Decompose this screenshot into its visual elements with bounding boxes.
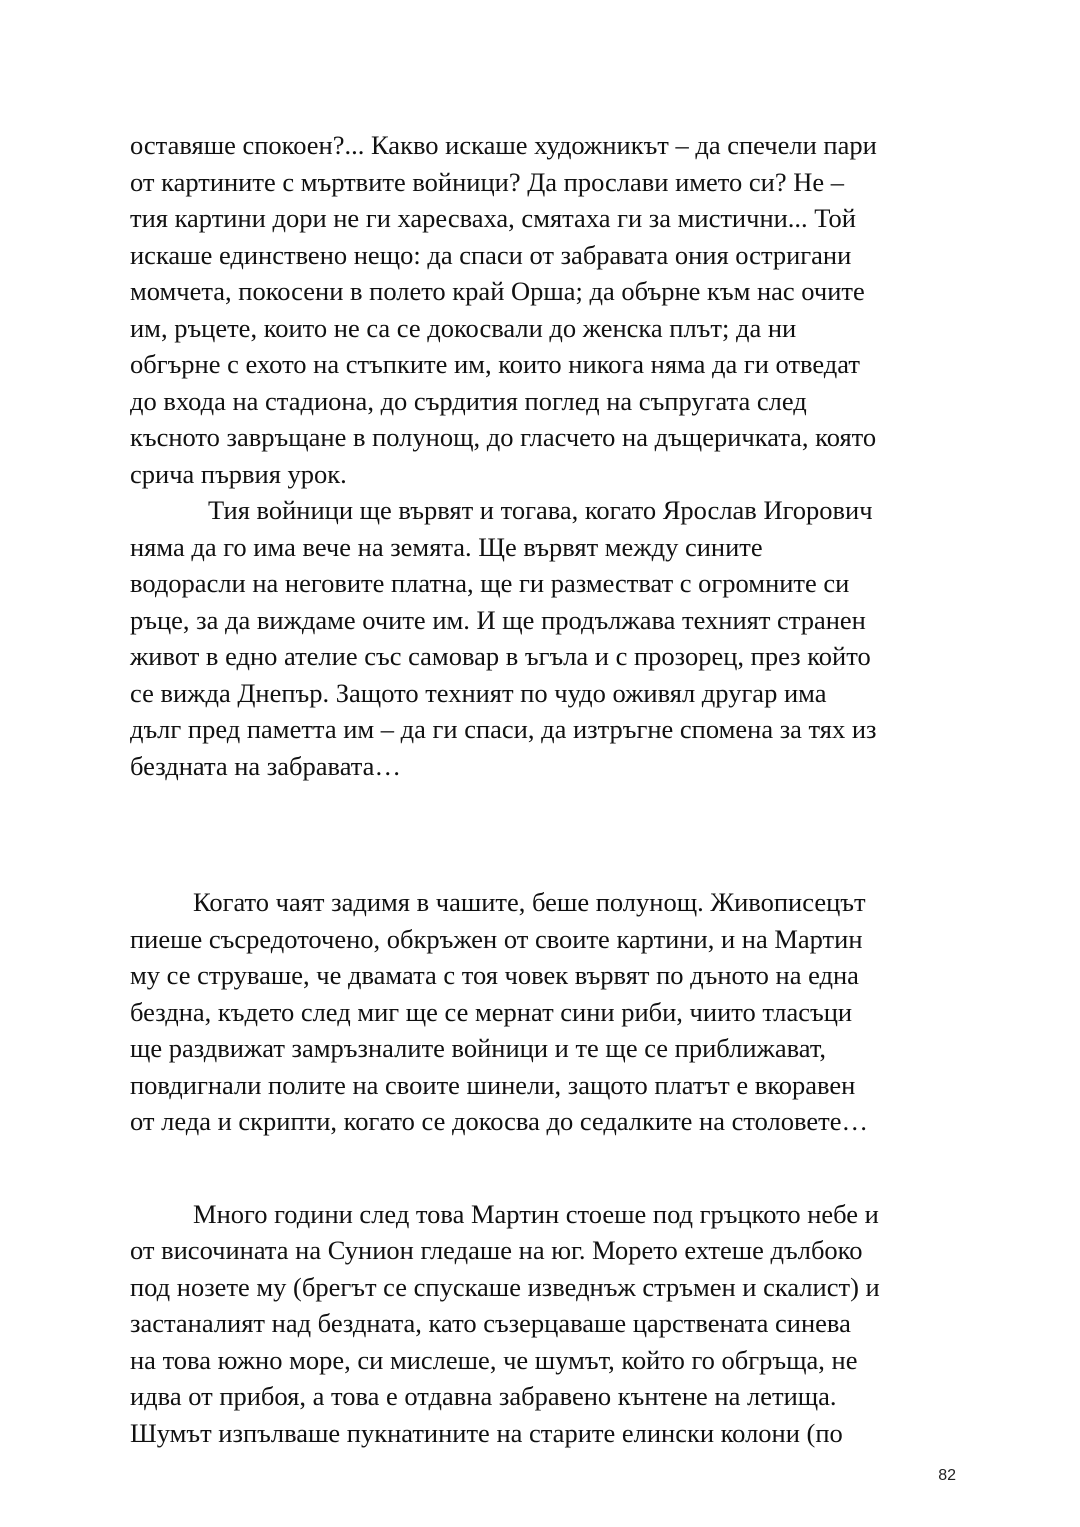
text-line: късното завръщане в полунощ, до гласчето на дъщеричката, която [130, 422, 877, 452]
paragraph-3 [130, 884, 960, 1140]
text-line: идва от прибоя, а това е отдавна забравено кънтене на летища. [130, 1381, 837, 1411]
text-line: от картините с мъртвите войници? Да прослави името си? Не – [130, 166, 845, 197]
text-line: срича първия урок. [130, 458, 347, 489]
section-gap [130, 784, 960, 884]
text-line: повдигнали полите на своите шинели, защото платът е вкоравен [130, 1069, 856, 1100]
text-line: на това южно море, си мислеше, че шумът, който го обгръща, не [130, 1344, 858, 1375]
text-line: живот в едно ателие със самовар в ъгъла и с прозорец, през който [130, 641, 871, 671]
text-line: Много години след това Мартин стоеше под гръцкото небе и [193, 1198, 879, 1229]
text-line: Когато чаят задимя в чашите, беше полунощ. Живописецът [193, 887, 866, 917]
text-line: му се струваше, че двамата с тоя човек вървят по дъното на една [130, 960, 859, 990]
text-line: обгърне с ехото на стъпките им, които никога няма да ги отведат [130, 349, 860, 379]
text-line: им, ръцете, които не са се докосвали до женска плът; да ни [130, 312, 797, 343]
text-line: застаналият над бездната, като съзерцаваше царствената синева [130, 1308, 851, 1338]
text-line: бездната на забравата… [130, 750, 401, 781]
text-line: ръце, за да виждаме очите им. И ще продължава техният странен [130, 604, 866, 635]
text-line: Тия войници ще вървят и тогава, когато Ярослав Игорович [208, 495, 873, 525]
paragraph-1 [130, 127, 960, 492]
text-line: водорасли на неговите платна, ще ги разместват с огромните си [130, 568, 850, 598]
text-line: Шумът изпълваше пукнатините на старите елински колони (по [130, 1417, 843, 1448]
text-line: няма да го има вече на земята. Ще вървят между сините [130, 531, 763, 562]
text-line: тия картини дори не ги харесваха, смятаха ги за мистични... Той [130, 203, 856, 233]
text-line: искаше единствено нещо: да спаси от забравата ония остригани [130, 239, 852, 270]
text-line: от височината на Сунион гледаше на юг. Морето ехтеше дълбоко [130, 1235, 863, 1265]
text-line: дълг пред паметта им – да ги спаси, да изтръгне спомена за тях из [130, 714, 877, 744]
paragraph-2 [130, 492, 960, 784]
text-line: под нозете му (брегът се спускаше изведнъж стръмен и скалист) и [130, 1271, 880, 1302]
page-number: 82 [938, 1467, 956, 1484]
text-line: момчета, покосени в полето край Орша; да обърне към нас очите [130, 276, 865, 306]
section-gap [130, 1140, 960, 1196]
paragraph-4 [130, 1196, 960, 1452]
text-line: бездна, където след миг ще се мернат сини риби, чиито тласъци [130, 996, 853, 1027]
text-line: оставяше спокоен?... Какво искаше художникът – да спечели пари [130, 130, 877, 160]
page-body [130, 127, 960, 1451]
text-line: пиеше съсредоточено, обкръжен от своите картини, и на Мартин [130, 923, 863, 954]
text-line: ще раздвижат замръзналите войници и те ще се приближават, [130, 1033, 827, 1063]
text-line: от леда и скрипти, когато се докосва до седалките на столовете… [130, 1106, 868, 1136]
text-line: се вижда Днепър. Защото техният по чудо оживял другар има [130, 677, 827, 708]
text-line: до входа на стадиона, до сърдития поглед на съпругата след [130, 385, 807, 416]
